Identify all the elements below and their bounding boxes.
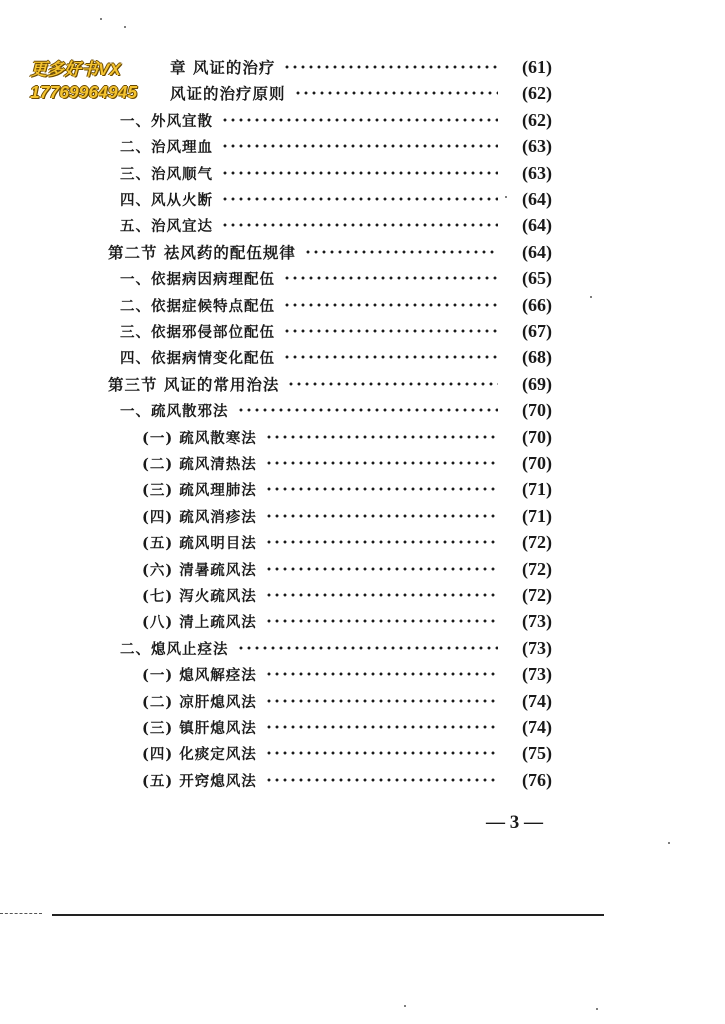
toc-entry xyxy=(142,556,552,582)
toc-leader-dots xyxy=(265,672,498,676)
toc-entry xyxy=(142,688,552,714)
toc-entry-page: (63) xyxy=(522,135,552,156)
toc-entry-label: 一、外风宜散 xyxy=(120,112,213,130)
toc-leader-dots xyxy=(294,91,498,95)
scan-speck xyxy=(404,1005,406,1007)
scan-speck xyxy=(100,18,102,20)
toc-entry xyxy=(120,265,552,291)
toc-entry-page: (71) xyxy=(522,505,552,526)
toc-entry-label: 二、熄风止痉法 xyxy=(120,640,229,658)
toc-entry-label: 第三节 风证的常用治法 xyxy=(108,375,280,394)
toc-entry-page: (75) xyxy=(522,742,552,763)
scan-speck xyxy=(668,842,670,844)
toc-entry-label: (四) 化痰定风法 xyxy=(142,745,257,763)
scan-speck xyxy=(590,296,592,298)
toc-leader-dots xyxy=(265,593,498,597)
toc-leader-dots xyxy=(265,725,498,729)
toc-entry-page: (62) xyxy=(522,109,552,130)
toc-leader-dots xyxy=(265,619,498,623)
toc-entry-page: (73) xyxy=(522,663,552,684)
toc-entry-label: (二) 疏风清热法 xyxy=(142,455,257,473)
toc-entry xyxy=(142,714,552,740)
toc-entry-label: (四) 疏风消疹法 xyxy=(142,508,257,526)
toc-entry xyxy=(142,424,552,450)
toc-entry-label: 三、治风顺气 xyxy=(120,165,213,183)
toc-entry-page: (72) xyxy=(522,584,552,605)
toc-entry-label: 章 风证的治疗 xyxy=(170,58,276,77)
toc-leader-dots xyxy=(283,355,498,359)
scan-speck xyxy=(505,196,507,198)
toc-entry-page: (67) xyxy=(522,320,552,341)
toc-entry-page: (69) xyxy=(522,373,552,394)
toc-entry xyxy=(120,318,552,344)
toc-leader-dots xyxy=(283,65,498,69)
toc-leader-dots xyxy=(287,382,498,386)
toc-entry xyxy=(108,371,552,397)
toc-entry-label: 二、依据症候特点配伍 xyxy=(120,297,275,315)
toc-entry-label: 第二节 祛风药的配伍规律 xyxy=(108,243,296,262)
toc-entry-label: 四、依据病情变化配伍 xyxy=(120,349,275,367)
toc-leader-dots xyxy=(283,303,498,307)
toc-entry xyxy=(120,186,552,212)
toc-entry xyxy=(120,107,552,133)
toc-leader-dots xyxy=(265,540,498,544)
toc-leader-dots xyxy=(283,276,498,280)
toc-entry-label: 三、依据邪侵部位配伍 xyxy=(120,323,275,341)
toc-leader-dots xyxy=(265,778,498,782)
watermark-line-1: 更多好书VX xyxy=(28,55,123,80)
toc-entry-label: (三) 疏风理肺法 xyxy=(142,481,257,499)
toc-leader-dots xyxy=(265,514,498,518)
toc-entry xyxy=(142,529,552,555)
toc-entry xyxy=(142,661,552,687)
toc-leader-dots xyxy=(304,250,498,254)
toc-entry-page: (65) xyxy=(522,267,552,288)
toc-entry xyxy=(120,344,552,370)
toc-entry-label: (一) 疏风散寒法 xyxy=(142,429,257,447)
toc-entry xyxy=(170,54,552,80)
toc-entry xyxy=(120,212,552,238)
toc-entry-label: (五) 开窍熄风法 xyxy=(142,772,257,790)
toc-entry-label: (七) 泻火疏风法 xyxy=(142,587,257,605)
watermark-line-2: 17769964945 xyxy=(30,82,138,102)
toc-entry-page: (76) xyxy=(522,769,552,790)
toc-leader-dots xyxy=(221,171,498,175)
toc-entry-page: (64) xyxy=(522,188,552,209)
toc-entry-page: (74) xyxy=(522,690,552,711)
toc-entry-label: (八) 清上疏风法 xyxy=(142,613,257,631)
toc-leader-dots xyxy=(221,223,498,227)
toc-entry-page: (66) xyxy=(522,294,552,315)
toc-entry-page: (64) xyxy=(522,214,552,235)
toc-leader-dots xyxy=(265,567,498,571)
toc-entry-label: (五) 疏风明目法 xyxy=(142,534,257,552)
toc-entry-page: (70) xyxy=(522,452,552,473)
toc-entry xyxy=(142,740,552,766)
toc-entry xyxy=(120,397,552,423)
toc-entry xyxy=(120,160,552,186)
toc-entry-label: 二、治风理血 xyxy=(120,138,213,156)
toc-leader-dots xyxy=(237,646,499,650)
toc-entry-page: (72) xyxy=(522,531,552,552)
toc-entry xyxy=(108,239,552,265)
toc-leader-dots xyxy=(221,144,498,148)
toc-entry xyxy=(170,80,552,106)
toc-entry-page: (73) xyxy=(522,610,552,631)
scan-speck xyxy=(596,1008,598,1010)
toc-leader-dots xyxy=(221,197,498,201)
toc-entry-label: 一、疏风散邪法 xyxy=(120,402,229,420)
toc-entry-label: 一、依据病因病理配伍 xyxy=(120,270,275,288)
toc-entry-page: (61) xyxy=(522,56,552,77)
toc-entry xyxy=(142,503,552,529)
toc-leader-dots xyxy=(265,435,498,439)
toc-entry xyxy=(142,767,552,793)
toc-entry-page: (63) xyxy=(522,162,552,183)
toc-entry-page: (70) xyxy=(522,399,552,420)
toc-entry-page: (74) xyxy=(522,716,552,737)
toc-entry-page: (70) xyxy=(522,426,552,447)
toc-leader-dots xyxy=(221,118,498,122)
toc-leader-dots xyxy=(265,487,498,491)
toc-entry-label: 四、风从火断 xyxy=(120,191,213,209)
toc-leader-dots xyxy=(265,461,498,465)
toc-entry xyxy=(120,133,552,159)
toc-entry-label: 五、治风宜达 xyxy=(120,217,213,235)
toc-leader-dots xyxy=(283,329,498,333)
toc-leader-dots xyxy=(265,751,498,755)
toc-entry-page: (68) xyxy=(522,346,552,367)
toc-entry-page: (71) xyxy=(522,478,552,499)
toc-entry-page: (62) xyxy=(522,82,552,103)
toc-entry xyxy=(142,608,552,634)
toc-entry-page: (64) xyxy=(522,241,552,262)
toc-leader-dots xyxy=(265,699,498,703)
footer-rule-left xyxy=(0,913,42,915)
toc-entry-label: (二) 凉肝熄风法 xyxy=(142,693,257,711)
toc-entry-page: (72) xyxy=(522,558,552,579)
toc-entry xyxy=(120,292,552,318)
page-number: — 3 — xyxy=(486,812,543,833)
toc-entry xyxy=(142,476,552,502)
toc-leader-dots xyxy=(237,408,499,412)
scan-speck xyxy=(124,26,126,28)
toc-entry-label: (三) 镇肝熄风法 xyxy=(142,719,257,737)
footer-rule xyxy=(52,914,604,916)
toc-entry xyxy=(120,635,552,661)
toc-entry xyxy=(142,450,552,476)
toc-entry-label: 风证的治疗原则 xyxy=(170,84,286,103)
toc-entry-label: (六) 清暑疏风法 xyxy=(142,561,257,579)
toc-entry xyxy=(142,582,552,608)
toc-entry-label: (一) 熄风解痉法 xyxy=(142,666,257,684)
toc-entry-page: (73) xyxy=(522,637,552,658)
